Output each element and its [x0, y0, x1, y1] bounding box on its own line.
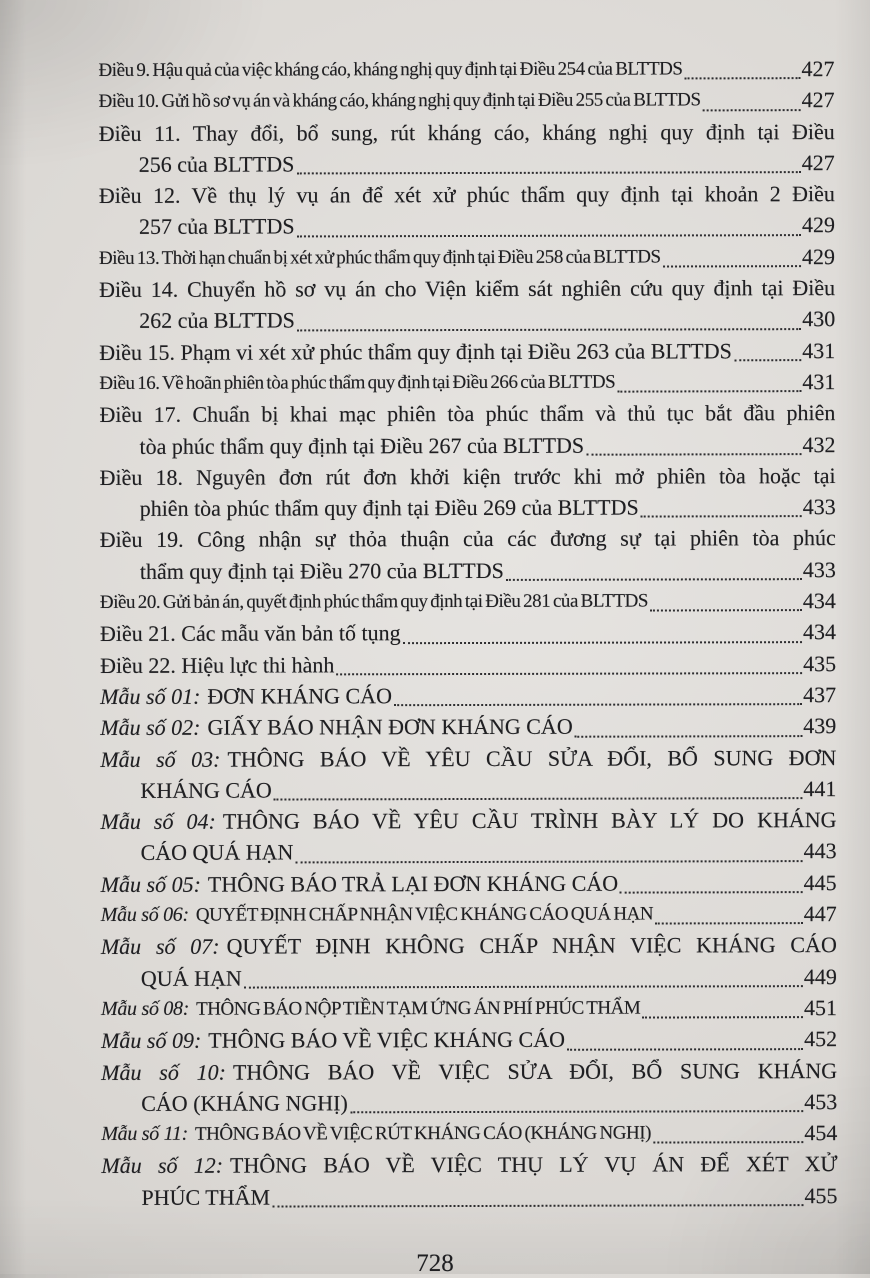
toc-entry-last-line [99, 366, 835, 399]
entry-text: KHÁNG CÁO [140, 777, 272, 803]
entry-text: QUYẾT ĐỊNH CHẤP NHẬN VIỆC KHÁNG CÁO QUÁ HẠN [195, 903, 654, 926]
toc-entry [100, 648, 836, 681]
dot-leader [620, 891, 803, 893]
entry-number-label: Mẫu số 09: [101, 1027, 202, 1054]
page-number: 437 [803, 681, 837, 708]
toc-entry-line [101, 929, 837, 962]
entry-text: 257 của BLTTDS [138, 213, 295, 240]
page-number: 453 [804, 1088, 838, 1114]
toc-entry-line [99, 116, 835, 149]
toc-entry [101, 898, 837, 931]
toc-entry [101, 1055, 837, 1120]
page-number: 445 [803, 869, 837, 895]
footer-page-number: 728 [416, 1250, 454, 1277]
toc-entry-last-line [100, 679, 836, 712]
entry-text: Điều 18. Nguyên đơn rút đơn khởi kiện trước khi mở phiên tòa hoặc tại [99, 462, 836, 490]
entry-text: tòa phúc thẩm quy định tại Điều 267 của BLTTDS [139, 432, 585, 459]
dot-leader [663, 265, 801, 267]
entry-text: Điều 22. Hiệu lực thi hành [100, 651, 335, 678]
page-number: 441 [803, 775, 837, 801]
page-number: 449 [803, 963, 837, 989]
page-number: 435 [803, 650, 837, 676]
dot-leader [394, 703, 802, 706]
dot-leader [274, 797, 803, 800]
entry-text: THÔNG BÁO VỀ YÊU CẦU SỬA ĐỔI, BỔ SUNG ĐƠN [227, 744, 837, 772]
toc-entry-last-line [100, 773, 836, 806]
page-number: 432 [802, 431, 836, 457]
dot-leader [350, 1110, 803, 1113]
toc-entry [101, 929, 837, 994]
page-number: 427 [801, 87, 835, 113]
dot-leader [403, 641, 802, 644]
toc-entry [100, 460, 836, 525]
entry-number-label: Mẫu số 02: [100, 714, 201, 741]
dot-leader [297, 234, 801, 237]
toc-entry-line [101, 1148, 837, 1181]
entry-text: Điều 9. Hậu quả của việc kháng cáo, kháng nghị quy định tại Điều 254 của BLTTDS [98, 58, 683, 81]
entry-text: Điều 17. Chuẩn bị khai mạc phiên tòa phúc thẩm và thủ tục bắt đầu phiên [99, 400, 836, 428]
toc-entry [99, 241, 835, 274]
page-number: 427 [801, 149, 835, 176]
entry-text: phiên tòa phúc thẩm quy định tại Điều 269 của BLTTDS [139, 494, 639, 522]
toc-entry-last-line [99, 210, 835, 243]
dot-leader [244, 985, 803, 988]
dot-leader [295, 860, 802, 863]
toc-entry-last-line [101, 961, 837, 994]
toc-entry-last-line [100, 710, 836, 743]
entry-number-label: Mẫu số 06: [100, 903, 189, 926]
dot-leader [703, 109, 801, 111]
toc-entry [99, 84, 835, 117]
entry-text: Điều 15. Phạm vi xét xử phúc thẩm quy định tại Điều 263 của BLTTDS [99, 337, 732, 365]
toc-entry [100, 616, 836, 649]
entry-number-label: Mẫu số 04: [100, 808, 216, 835]
toc-entry [101, 1023, 837, 1056]
entry-text: THÔNG BÁO TRẢ LẠI ĐƠN KHÁNG CÁO [207, 870, 619, 897]
toc-entry-last-line [99, 429, 835, 462]
page-number: 427 [801, 56, 835, 82]
toc-entry-line [100, 522, 836, 555]
entry-number-label: Mẫu số 05: [100, 871, 201, 897]
entry-text: Điều 12. Về thụ lý vụ án để xét xử phúc thẩm quy định tại khoản 2 Điều [98, 181, 835, 209]
entry-text: thẩm quy định tại Điều 270 của BLTTDS [139, 557, 504, 584]
toc-entry-last-line [101, 1180, 837, 1213]
entry-number-label: Mẫu số 10: [101, 1059, 227, 1085]
dot-leader [567, 1048, 803, 1051]
dot-leader [617, 390, 801, 392]
toc-entry [101, 1117, 837, 1150]
entry-text: THÔNG BÁO VỀ YÊU CẦU TRÌNH BÀY LÝ DO KHÁNG [222, 807, 837, 834]
toc-entry-last-line [101, 1117, 837, 1150]
dot-leader [336, 672, 802, 675]
toc-entry-last-line [98, 53, 834, 86]
page-number: 443 [803, 838, 837, 864]
toc-entry [99, 178, 835, 243]
entry-text: Điều 11. Thay đổi, bổ sung, rút kháng cáo, kháng nghị quy định tại Điều [98, 118, 835, 146]
toc-entry-line [99, 397, 835, 430]
entry-text: ĐƠN KHÁNG CÁO [207, 683, 392, 709]
entry-number-label: Mẫu số 07: [100, 933, 220, 960]
entry-number-label: Mẫu số 12: [101, 1153, 224, 1179]
page-number: 454 [804, 1120, 838, 1146]
entry-text: THÔNG BÁO VỀ VIỆC KHÁNG CÁO [208, 1026, 566, 1053]
page-number: 429 [801, 243, 836, 269]
toc-entry-last-line [101, 1023, 837, 1056]
entry-text: Điều 21. Các mẫu văn bản tố tụng [99, 620, 401, 647]
entry-text: THÔNG BÁO NỘP TIỀN TẠM ỨNG ÁN PHÍ PHÚC THẨM [196, 997, 641, 1020]
toc-entry [100, 710, 836, 743]
toc-entry [101, 1148, 837, 1213]
dot-leader [650, 609, 802, 611]
toc-entry [100, 679, 836, 712]
toc-entry-last-line [100, 585, 836, 618]
toc-entry-last-line [99, 84, 835, 117]
dot-leader [653, 1142, 803, 1144]
table-of-contents [98, 53, 837, 1213]
entry-number-label: Mẫu số 11: [101, 1122, 188, 1146]
dot-leader [642, 1016, 803, 1018]
entry-text: Điều 20. Gửi bản án, quyết định phúc thẩm quy định tại Điều 281 của BLTTDS [99, 590, 649, 614]
page-number: 439 [803, 713, 837, 739]
toc-entry-last-line [99, 147, 835, 180]
toc-entry [99, 366, 835, 399]
page-number: 452 [804, 1026, 838, 1052]
toc-entry [100, 742, 836, 807]
page-number: 433 [802, 494, 836, 520]
entry-text: THÔNG BÁO VỀ VIỆC RÚT KHÁNG CÁO (KHÁNG NGHỊ) [194, 1122, 652, 1145]
toc-entry-line [100, 742, 836, 775]
page-number: 433 [802, 556, 836, 582]
entry-text: Điều 10. Gửi hồ sơ vụ án và kháng cáo, kháng nghị quy định tại Điều 255 của BLTTDS [98, 89, 701, 113]
entry-text: CÁO (KHÁNG NGHỊ) [141, 1090, 348, 1116]
dot-leader [655, 922, 803, 924]
dot-leader [685, 77, 801, 79]
toc-entry [99, 335, 835, 368]
page-number: 429 [801, 212, 835, 238]
toc-entry [99, 116, 835, 181]
dot-leader [296, 171, 800, 174]
entry-text: GIẤY BÁO NHẬN ĐƠN KHÁNG CÁO [207, 713, 573, 740]
toc-entry [99, 397, 835, 462]
entry-text: 262 của BLTTDS [139, 307, 295, 334]
entry-text: Điều 16. Về hoãn phiên tòa phúc thẩm quy định tại Điều 266 của BLTTDS [99, 371, 616, 394]
entry-text: Điều 19. Công nhận sự thỏa thuận của các đương sự tại phiên tòa phúc [99, 525, 836, 553]
toc-entry [98, 53, 834, 86]
entry-text: THÔNG BÁO VỀ VIỆC THỤ LÝ VỤ ÁN ĐỂ XÉT XỬ [230, 1151, 838, 1179]
toc-entry-line [99, 178, 835, 211]
toc-entry [101, 867, 837, 900]
entry-number-label: Mẫu số 08: [100, 997, 190, 1020]
entry-text: QUÁ HẠN [140, 965, 242, 991]
toc-entry-last-line [99, 241, 835, 274]
toc-entry-last-line [101, 992, 837, 1025]
page-number: 431 [802, 337, 836, 363]
toc-entry [99, 272, 835, 337]
entry-number-label: Mẫu số 03: [100, 746, 221, 772]
entry-text: 256 của BLTTDS [138, 151, 295, 177]
toc-entry [100, 585, 836, 618]
page-number: 431 [802, 369, 836, 395]
toc-entry [100, 522, 836, 587]
page-number: 434 [802, 588, 836, 614]
toc-entry-last-line [100, 648, 836, 681]
toc-entry-last-line [100, 616, 836, 649]
entry-number-label: Mẫu số 01: [100, 683, 201, 709]
page-number: 434 [802, 619, 837, 645]
entry-text: CÁO QUÁ HẠN [140, 839, 294, 866]
toc-entry-last-line [99, 303, 835, 336]
toc-entry-line [101, 1055, 837, 1088]
page-number: 447 [803, 901, 837, 927]
dot-leader [297, 328, 801, 331]
dot-leader [272, 1204, 803, 1207]
toc-entry-line [100, 460, 836, 493]
dot-leader [575, 735, 803, 738]
toc-entry [100, 804, 836, 869]
toc-entry-last-line [101, 898, 837, 931]
toc-entry-last-line [99, 335, 835, 368]
toc-entry [101, 992, 837, 1025]
dot-leader [506, 578, 802, 581]
page-number: 451 [803, 994, 838, 1021]
dot-leader [641, 516, 802, 518]
page-number: 455 [804, 1182, 838, 1208]
entry-text: Điều 13. Thời hạn chuẩn bị xét xử phúc thẩm quy định tại Điều 258 của BLTTDS [98, 246, 661, 269]
toc-entry-last-line [101, 867, 837, 900]
page-number: 430 [802, 306, 836, 332]
dot-leader [586, 453, 801, 456]
toc-entry-line [100, 804, 836, 837]
dot-leader [734, 359, 801, 361]
entry-text: PHÚC THẨM [141, 1184, 271, 1210]
entry-text: QUYẾT ĐỊNH KHÔNG CHẤP NHẬN VIỆC KHÁNG CÁO [226, 932, 837, 959]
entry-text: Điều 14. Chuyển hồ sơ vụ án cho Viện kiểm sát nghiên cứu quy định tại Điều [99, 275, 836, 303]
toc-entry-last-line [101, 1086, 837, 1119]
toc-entry-last-line [100, 554, 836, 587]
entry-text: THÔNG BÁO VỀ VIỆC SỬA ĐỔI, BỔ SUNG KHÁNG [232, 1057, 838, 1085]
toc-entry-last-line [100, 491, 836, 524]
toc-entry-line [99, 272, 835, 305]
toc-entry-last-line [101, 835, 837, 868]
